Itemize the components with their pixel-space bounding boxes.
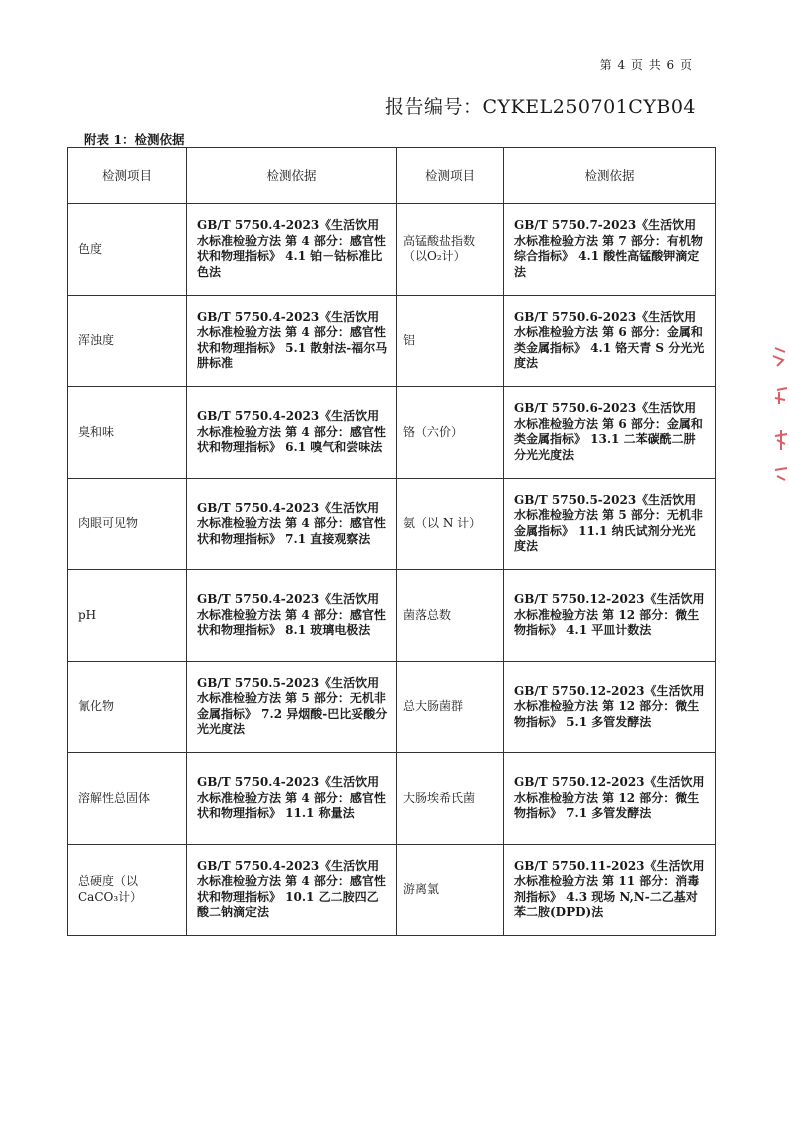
test-basis: GB/T 5750.7-2023《生活饮用水标准检验方法 第 7 部分：有机物综合指标》 4.1 酸性高锰酸钾滴定法: [504, 204, 716, 296]
seal-stamp-edge: [765, 340, 789, 490]
test-basis: GB/T 5750.4-2023《生活饮用水标准检验方法 第 4 部分：感官性状和物理指标》 6.1 嗅气和尝味法: [187, 387, 397, 479]
test-item: 大肠埃希氏菌: [397, 753, 504, 845]
test-basis: GB/T 5750.11-2023《生活饮用水标准检验方法 第 11 部分：消毒剂指标》 4.3 现场 N,N-二乙基对苯二胺(DPD)法: [504, 844, 716, 936]
test-basis: GB/T 5750.6-2023《生活饮用水标准检验方法 第 6 部分：金属和类金属指标》 4.1 铬天青 S 分光光度法: [504, 295, 716, 387]
table-header-row: [68, 148, 716, 204]
test-basis: GB/T 5750.5-2023《生活饮用水标准检验方法 第 5 部分：无机非金属指标》 7.2 异烟酸-巴比妥酸分光光度法: [187, 661, 397, 753]
test-item: 总大肠菌群: [397, 661, 504, 753]
test-item: 菌落总数: [397, 570, 504, 662]
test-item: 溶解性总固体: [68, 753, 187, 845]
test-basis: GB/T 5750.12-2023《生活饮用水标准检验方法 第 12 部分：微生物指标》 7.1 多管发酵法: [504, 753, 716, 845]
table-row: [68, 753, 716, 845]
column-header-item: 检测项目: [68, 148, 187, 204]
table-row: [68, 387, 716, 479]
test-item: 游离氯: [397, 844, 504, 936]
test-basis: GB/T 5750.4-2023《生活饮用水标准检验方法 第 4 部分：感官性状和物理指标》 10.1 乙二胺四乙酸二钠滴定法: [187, 844, 397, 936]
table-row: [68, 661, 716, 753]
table-row: [68, 204, 716, 296]
report-number: 报告编号：CYKEL250701CYB04: [384, 96, 696, 118]
test-item: 肉眼可见物: [68, 478, 187, 570]
test-item: 铝: [397, 295, 504, 387]
test-basis: GB/T 5750.12-2023《生活饮用水标准检验方法 第 12 部分：微生物指标》 5.1 多管发酵法: [504, 661, 716, 753]
column-header-item: 检测项目: [397, 148, 504, 204]
test-basis: GB/T 5750.4-2023《生活饮用水标准检验方法 第 4 部分：感官性状和物理指标》 8.1 玻璃电极法: [187, 570, 397, 662]
test-basis: GB/T 5750.4-2023《生活饮用水标准检验方法 第 4 部分：感官性状和物理指标》 11.1 称量法: [187, 753, 397, 845]
test-item: pH: [68, 570, 187, 662]
test-basis: GB/T 5750.4-2023《生活饮用水标准检验方法 第 4 部分：感官性状和物理指标》 7.1 直接观察法: [187, 478, 397, 570]
test-item: 色度: [68, 204, 187, 296]
table-row: [68, 295, 716, 387]
test-basis: GB/T 5750.12-2023《生活饮用水标准检验方法 第 12 部分：微生物指标》 4.1 平皿计数法: [504, 570, 716, 662]
test-item: 臭和味: [68, 387, 187, 479]
column-header-basis: 检测依据: [187, 148, 397, 204]
table-caption: 附表 1：检测依据: [84, 132, 185, 147]
column-header-basis: 检测依据: [504, 148, 716, 204]
test-item: 氨（以 N 计）: [397, 478, 504, 570]
table-row: [68, 844, 716, 936]
page-indicator: 第 4 页 共 6 页: [599, 58, 693, 72]
test-basis: GB/T 5750.4-2023《生活饮用水标准检验方法 第 4 部分：感官性状和物理指标》 5.1 散射法-福尔马肼标准: [187, 295, 397, 387]
test-item: 高锰酸盐指数（以O₂计）: [397, 204, 504, 296]
test-item: 铬（六价）: [397, 387, 504, 479]
basis-table: [67, 147, 716, 936]
test-basis: GB/T 5750.5-2023《生活饮用水标准检验方法 第 5 部分：无机非金属指标》 11.1 纳氏试剂分光光度法: [504, 478, 716, 570]
test-basis: GB/T 5750.6-2023《生活饮用水标准检验方法 第 6 部分：金属和类金属指标》 13.1 二苯碳酰二肼分光光度法: [504, 387, 716, 479]
table-row: [68, 570, 716, 662]
test-basis: GB/T 5750.4-2023《生活饮用水标准检验方法 第 4 部分：感官性状和物理指标》 4.1 铂－钴标准比色法: [187, 204, 397, 296]
table-row: [68, 478, 716, 570]
test-item: 氰化物: [68, 661, 187, 753]
test-item: 总硬度（以 CaCO₃计）: [68, 844, 187, 936]
test-item: 浑浊度: [68, 295, 187, 387]
